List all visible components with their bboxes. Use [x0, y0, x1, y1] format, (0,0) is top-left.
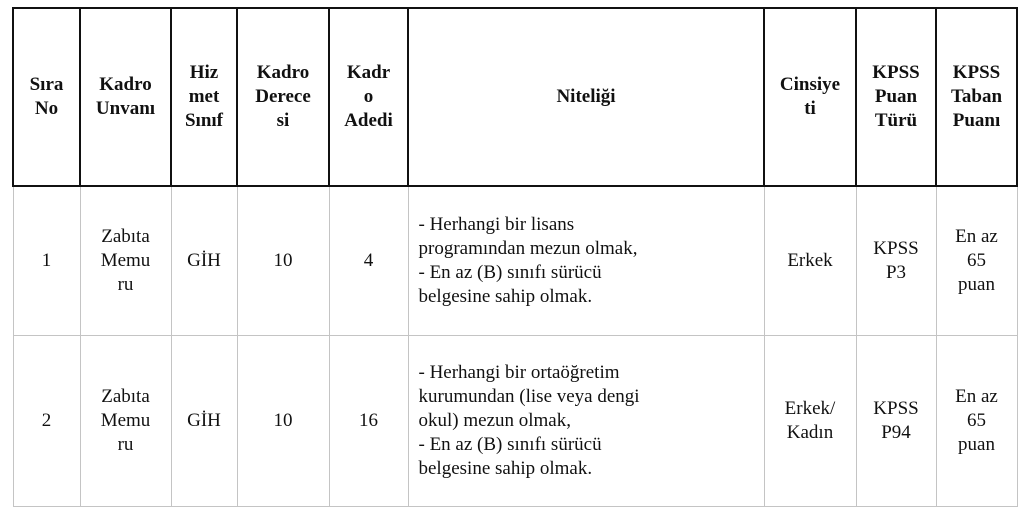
- cell-derece: 10: [237, 336, 329, 507]
- header-row: [13, 8, 1017, 186]
- cell-puan-turu: KPSS P94: [856, 336, 936, 507]
- header-kpss-puan-turu: KPSS Puan Türü: [856, 8, 936, 186]
- header-hizmet-sinifi: Hiz met Sınıf: [171, 8, 237, 186]
- header-sira-no: Sıra No: [13, 8, 80, 186]
- positions-table: [12, 7, 1018, 507]
- cell-puan-turu: KPSS P3: [856, 186, 936, 336]
- table-row: [13, 336, 1017, 507]
- header-cinsiyeti: Cinsiye ti: [764, 8, 856, 186]
- header-kadro-adedi: Kadr o Adedi: [329, 8, 408, 186]
- cell-cinsiyet: Erkek/ Kadın: [764, 336, 856, 507]
- cell-derece: 10: [237, 186, 329, 336]
- cell-taban: En az 65 puan: [936, 186, 1017, 336]
- cell-taban: En az 65 puan: [936, 336, 1017, 507]
- cell-cinsiyet: Erkek: [764, 186, 856, 336]
- header-kpss-taban-puani: KPSS Taban Puanı: [936, 8, 1017, 186]
- header-niteligi: Niteliği: [408, 8, 764, 186]
- cell-unvan: Zabıta Memu ru: [80, 336, 171, 507]
- cell-sinif: GİH: [171, 186, 237, 336]
- cell-adet: 16: [329, 336, 408, 507]
- header-kadro-unvani: Kadro Unvanı: [80, 8, 171, 186]
- cell-adet: 4: [329, 186, 408, 336]
- cell-nitelik: - Herhangi bir ortaöğretim kurumundan (lise veya dengi okul) mezun olmak, - En az (B) sınıfı sürücü belgesine sahip olmak.: [408, 336, 764, 507]
- cell-sinif: GİH: [171, 336, 237, 507]
- cell-nitelik: - Herhangi bir lisans programından mezun olmak, - En az (B) sınıfı sürücü belgesine sahip olmak.: [408, 186, 764, 336]
- cell-sira: 2: [13, 336, 80, 507]
- table-row: [13, 186, 1017, 336]
- cell-sira: 1: [13, 186, 80, 336]
- cell-unvan: Zabıta Memu ru: [80, 186, 171, 336]
- header-kadro-derecesi: Kadro Derece si: [237, 8, 329, 186]
